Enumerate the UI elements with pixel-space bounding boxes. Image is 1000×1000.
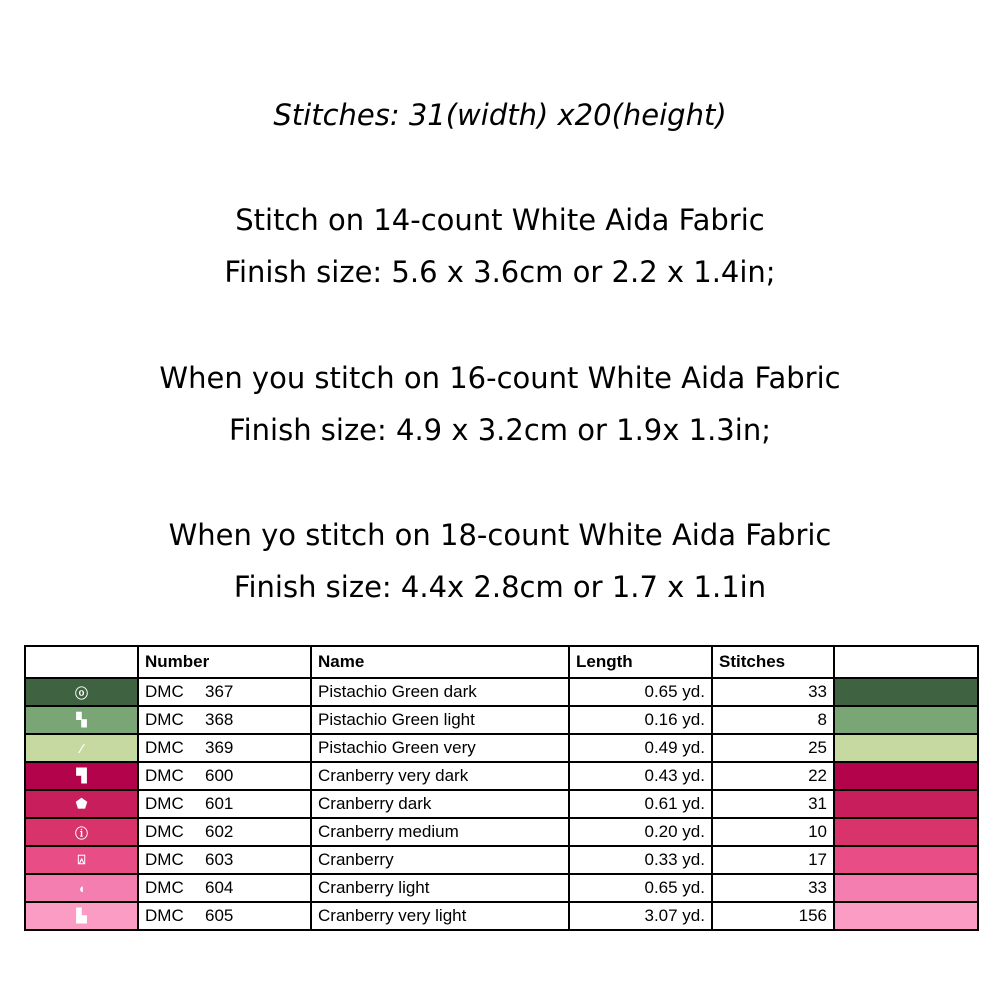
symbol-icon: ⁄ bbox=[25, 734, 138, 762]
header-length: Length bbox=[569, 646, 712, 678]
stitch-count: 22 bbox=[712, 762, 834, 790]
thread-name: Pistachio Green light bbox=[311, 706, 569, 734]
thread-length: 0.16 yd. bbox=[569, 706, 712, 734]
thread-code: 367 bbox=[205, 682, 234, 701]
table-row bbox=[25, 678, 978, 706]
thread-number bbox=[138, 734, 311, 762]
color-swatch bbox=[834, 678, 978, 706]
table-row bbox=[25, 734, 978, 762]
thread-brand: DMC bbox=[145, 766, 184, 785]
table-row bbox=[25, 790, 978, 818]
thread-code: 605 bbox=[205, 906, 234, 925]
symbol-icon: ⍓ bbox=[25, 846, 138, 874]
thread-length: 0.49 yd. bbox=[569, 734, 712, 762]
thread-brand: DMC bbox=[145, 822, 184, 841]
symbol-icon: ⓘ bbox=[25, 818, 138, 846]
header-symbol bbox=[25, 646, 138, 678]
table-row bbox=[25, 874, 978, 902]
thread-number bbox=[138, 678, 311, 706]
color-swatch bbox=[834, 902, 978, 930]
thread-number bbox=[138, 874, 311, 902]
thread-name: Cranberry light bbox=[311, 874, 569, 902]
thread-table bbox=[24, 645, 979, 931]
thread-number bbox=[138, 818, 311, 846]
table-header-row bbox=[25, 646, 978, 678]
thread-name: Pistachio Green very bbox=[311, 734, 569, 762]
symbol-icon: ▙ bbox=[25, 902, 138, 930]
stitch-count: 156 bbox=[712, 902, 834, 930]
header-number: Number bbox=[138, 646, 311, 678]
finish-size-16: Finish size: 4.9 x 3.2cm or 1.9x 1.3in; bbox=[229, 413, 771, 447]
symbol-icon: ▚ bbox=[25, 706, 138, 734]
stitch-count: 33 bbox=[712, 678, 834, 706]
thread-brand: DMC bbox=[145, 682, 184, 701]
thread-length: 3.07 yd. bbox=[569, 902, 712, 930]
symbol-icon: ◖ bbox=[25, 874, 138, 902]
title: Stitches: 31(width) x20(height) bbox=[273, 98, 727, 132]
thread-code: 369 bbox=[205, 738, 234, 757]
thread-code: 602 bbox=[205, 822, 234, 841]
thread-brand: DMC bbox=[145, 738, 184, 757]
thread-code: 604 bbox=[205, 878, 234, 897]
thread-brand: DMC bbox=[145, 710, 184, 729]
thread-code: 603 bbox=[205, 850, 234, 869]
table-row bbox=[25, 846, 978, 874]
fabric-18-line: When yo stitch on 18-count White Aida Fabric bbox=[168, 518, 832, 552]
thread-number bbox=[138, 762, 311, 790]
thread-name: Cranberry very light bbox=[311, 902, 569, 930]
table-row bbox=[25, 902, 978, 930]
thread-brand: DMC bbox=[145, 794, 184, 813]
thread-brand: DMC bbox=[145, 850, 184, 869]
stitch-count: 31 bbox=[712, 790, 834, 818]
thread-name: Cranberry very dark bbox=[311, 762, 569, 790]
symbol-icon: ⬟ bbox=[25, 790, 138, 818]
color-swatch bbox=[834, 846, 978, 874]
color-swatch bbox=[834, 818, 978, 846]
thread-number bbox=[138, 846, 311, 874]
header-name: Name bbox=[311, 646, 569, 678]
thread-length: 0.33 yd. bbox=[569, 846, 712, 874]
thread-brand: DMC bbox=[145, 906, 184, 925]
thread-length: 0.65 yd. bbox=[569, 678, 712, 706]
table-row bbox=[25, 762, 978, 790]
thread-brand: DMC bbox=[145, 878, 184, 897]
thread-code: 600 bbox=[205, 766, 234, 785]
color-swatch bbox=[834, 874, 978, 902]
thread-length: 0.20 yd. bbox=[569, 818, 712, 846]
thread-length: 0.43 yd. bbox=[569, 762, 712, 790]
stitch-count: 33 bbox=[712, 874, 834, 902]
thread-code: 368 bbox=[205, 710, 234, 729]
fabric-16-line: When you stitch on 16-count White Aida Fabric bbox=[159, 361, 841, 395]
stitch-count: 17 bbox=[712, 846, 834, 874]
thread-number bbox=[138, 706, 311, 734]
color-swatch bbox=[834, 734, 978, 762]
thread-code: 601 bbox=[205, 794, 234, 813]
thread-number bbox=[138, 902, 311, 930]
symbol-icon: ▜ bbox=[25, 762, 138, 790]
fabric-14-line: Stitch on 14-count White Aida Fabric bbox=[235, 203, 765, 237]
thread-name: Cranberry bbox=[311, 846, 569, 874]
header-stitches: Stitches bbox=[712, 646, 834, 678]
color-swatch bbox=[834, 790, 978, 818]
finish-size-14: Finish size: 5.6 x 3.6cm or 2.2 x 1.4in; bbox=[224, 255, 776, 289]
stitch-count: 25 bbox=[712, 734, 834, 762]
header-color bbox=[834, 646, 978, 678]
symbol-icon: ⓞ bbox=[25, 678, 138, 706]
thread-name: Cranberry dark bbox=[311, 790, 569, 818]
thread-name: Cranberry medium bbox=[311, 818, 569, 846]
stitch-count: 10 bbox=[712, 818, 834, 846]
table-row bbox=[25, 818, 978, 846]
thread-length: 0.65 yd. bbox=[569, 874, 712, 902]
stitch-count: 8 bbox=[712, 706, 834, 734]
table-row bbox=[25, 706, 978, 734]
thread-name: Pistachio Green dark bbox=[311, 678, 569, 706]
finish-size-18: Finish size: 4.4x 2.8cm or 1.7 x 1.1in bbox=[233, 570, 767, 604]
color-swatch bbox=[834, 706, 978, 734]
color-swatch bbox=[834, 762, 978, 790]
thread-length: 0.61 yd. bbox=[569, 790, 712, 818]
thread-number bbox=[138, 790, 311, 818]
